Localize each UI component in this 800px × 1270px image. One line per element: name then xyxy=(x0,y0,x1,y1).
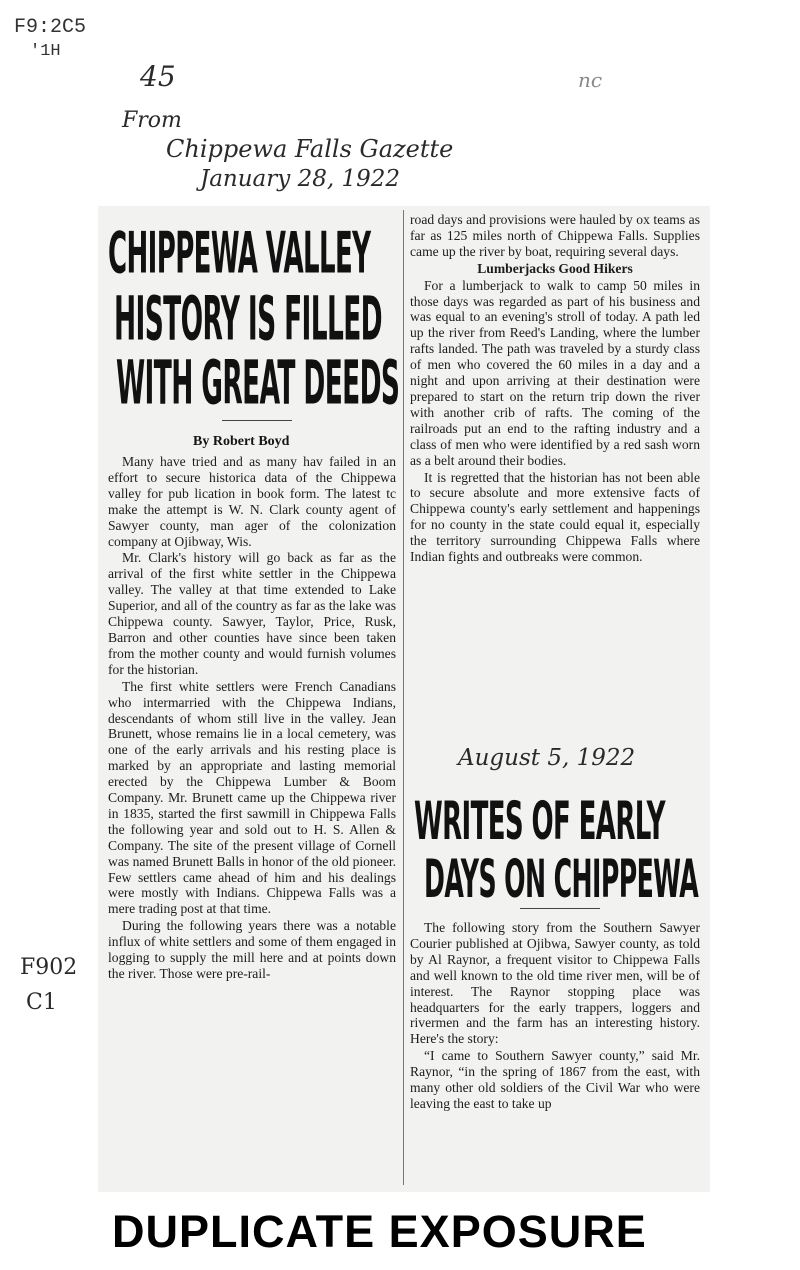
article1-col2-paragraph: For a lumberjack to walk to camp 50 miles in those days was regarded as part of his business and was equal to an evening's stroll of today. A path led up the river from Reed's Landing, where the lumber rafts landed. The path was traveled by a sturdy class of men who covered the 60 miles in a day and a night and upon arriving at their destination were prepared to start on the return trip down the river with another crib of rafts. The coming of the railroads put an end to the rafting industry and a class of men who were identified by a red sash worn as a belt around their bodies. xyxy=(410,277,700,468)
article2-paragraph: The following story from the Southern Sawyer Courier published at Ojibwa, Sawyer county, as told by Al Raynor, a frequent visitor to Chippewa Falls and well known to the old time river men, will be of interest. The Raynor stopping place was headquarters for the early trappers, loggers and rivermen and the farm has an interesting history. Here's the story: xyxy=(410,920,700,1047)
column-divider xyxy=(403,210,404,1185)
article2-column xyxy=(410,920,700,1113)
article1-headline-rule xyxy=(222,420,292,421)
article1-col1-paragraph: During the following years there was a notable influx of white settlers and some of them engaged in logging to supply the mill here and at points down the river. Those were pre-rail- xyxy=(108,918,396,981)
article2-paragraph: “I came to Southern Sawyer county,” said Mr. Raynor, “in the spring of 1867 from the east, with many other old soldiers of the Civil War who were leaving the east to take up xyxy=(410,1048,700,1111)
article1-subhead: Lumberjacks Good Hikers xyxy=(477,260,633,276)
article1-headline-line2: HISTORY IS FILLED xyxy=(114,283,382,355)
source-publication: Chippewa Falls Gazette xyxy=(166,135,454,163)
article1-headline-line1: CHIPPEWA VALLEY xyxy=(108,220,371,287)
article1-column2 xyxy=(410,212,700,566)
article1-byline: By Robert Boyd xyxy=(193,434,290,449)
article2-headline-rule xyxy=(520,908,600,909)
article1-col1-paragraph: Mr. Clark's history will go back as far as the arrival of the first white settler in the Chippewa valley. The valley at that time extended to Lake Superior, and all of the country as far as the lake was Chippewa county. Sawyer, Taylor, Price, Rusk, Barron and other counties have since been taken from the mother county and would furnish volumes for the historian. xyxy=(108,550,396,677)
top-left-code: F9:2C5 xyxy=(14,16,87,39)
article1-col1-paragraph: Many have tried and as many hav failed in an effort to secure historica data of the Chippewa valley for pub lication in book form. The latest tc make the attempt is W. N. Clark county agent of Sawyer county, man ager of the colonization company at Ojibway, Wis. xyxy=(108,454,396,549)
top-right-mark: nc xyxy=(578,68,603,92)
top-left-subcode: '1H xyxy=(30,42,61,61)
page-number: 45 xyxy=(140,60,176,93)
source-date: January 28, 1922 xyxy=(200,166,400,192)
source-from: From xyxy=(122,108,182,133)
side-code-2: C1 xyxy=(26,990,57,1015)
article1-headline-line3: WITH GREAT DEEDS xyxy=(116,347,400,419)
side-code-1: F902 xyxy=(20,955,78,980)
article1-column1 xyxy=(108,454,396,983)
article1-col1-paragraph: The first white settlers were French Canadians who intermarried with the Chippewa Indians, descendants of whom still live in the valley. Jean Brunett, whose remains lie in a local cemetery, was one of the early arrivals and his resting place is marked by an appropriate and lasting memorial erected by the Chippewa Lumber & Boom Company. Mr. Brunett came up the Chippewa river in 1835, started the first sawmill in Chippewa Falls the following year and sold out to H. S. Allen & Company. The site of the present village of Cornell was named Brunett Balls in honor of the old pioneer. Few settlers came ahead of him and his dealings were mostly with Indians. Chippewa Falls was a mere trading post at that time. xyxy=(108,678,396,917)
article1-col2-lead: road days and provisions were hauled by ox teams as far as 125 miles north of Chippewa Falls. Supplies came up the river by boat, requiring several days. xyxy=(410,212,700,259)
duplicate-exposure-stamp: DUPLICATE EXPOSURE xyxy=(112,1206,647,1257)
article2-date-note: August 5, 1922 xyxy=(458,745,636,771)
article2-headline-line1: WRITES OF EARLY xyxy=(414,790,665,852)
article2-headline-line2: DAYS ON CHIPPEWA xyxy=(424,848,699,910)
article1-col2-paragraph: It is regretted that the historian has not been able to secure absolute and more extensive facts of Chippewa county's early settlement and happenings for no county in the state could equal it, especially the territory surrounding Chippewa Falls where Indian fights and outbreaks were common. xyxy=(410,469,700,565)
